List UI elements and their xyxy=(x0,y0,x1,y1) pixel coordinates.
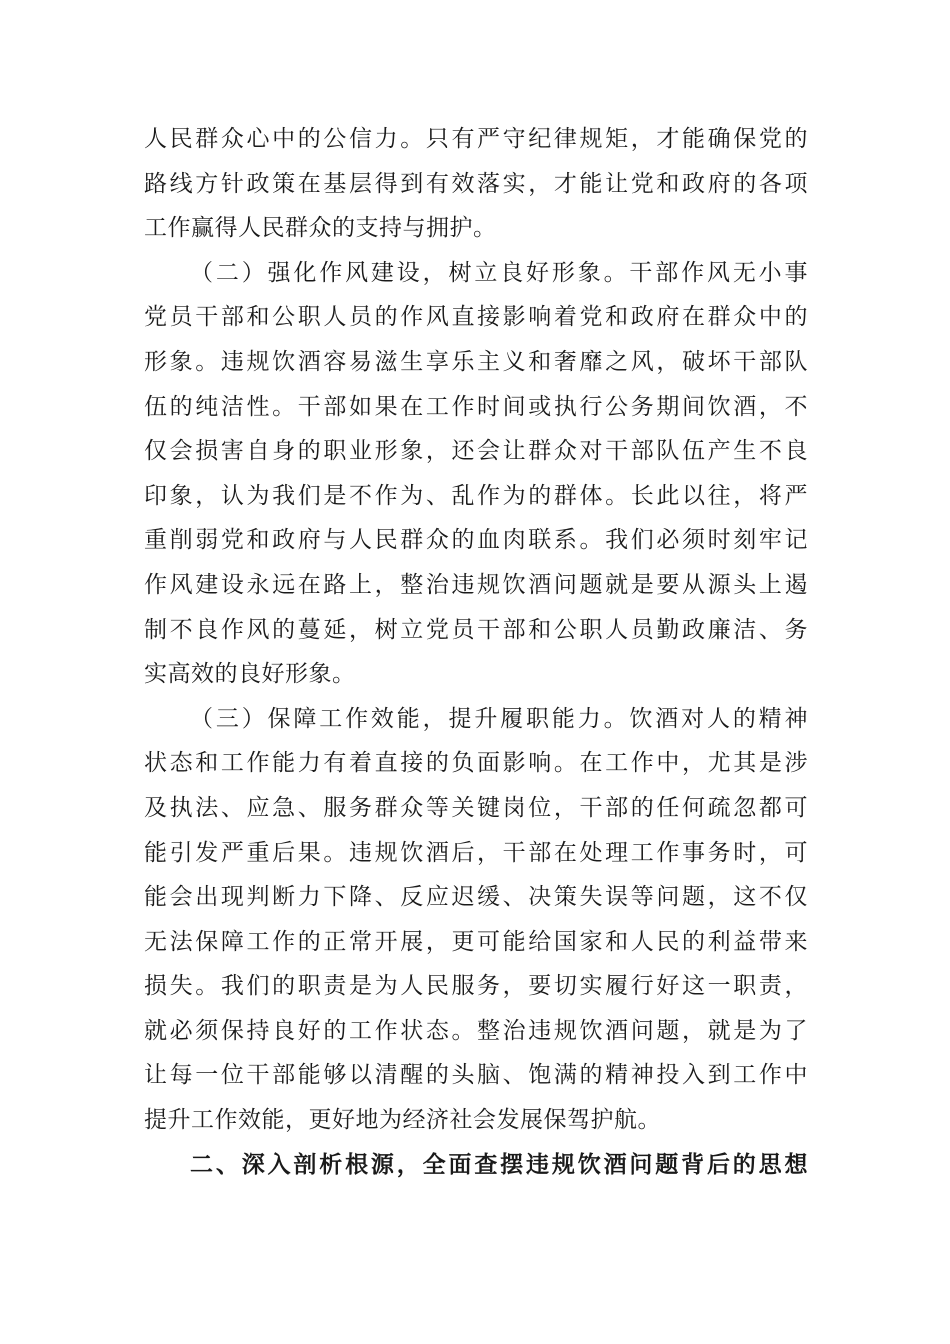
section-heading: 二、深入剖析根源，全面查摆违规饮酒问题背后的思想 xyxy=(190,1151,808,1178)
paragraph2-line: 仅会损害自身的职业形象，还会让群众对干部队伍产生不良 xyxy=(144,438,808,465)
paragraph2-first-line xyxy=(144,251,808,296)
paragraph3-line: 提升工作效能，更好地为经济社会发展保驾护航。 xyxy=(144,1107,661,1134)
paragraph3-lead-heading: （三）保障工作效能，提升履职能力。 xyxy=(190,705,630,732)
paragraph3-line: 及执法、应急、服务群众等关键岗位，干部的任何疏忽都可 xyxy=(144,794,808,821)
paragraph3-line: 无法保障工作的正常开展，更可能给国家和人民的利益带来 xyxy=(144,928,808,955)
paragraph3-line: 就必须保持良好的工作状态。整治违规饮酒问题，就是为了 xyxy=(144,1017,808,1044)
paragraph2-line: 伍的纯洁性。干部如果在工作时间或执行公务期间饮酒，不 xyxy=(144,393,808,420)
text-column xyxy=(144,117,808,1187)
paragraph1-line: 工作赢得人民群众的支持与拥护。 xyxy=(144,215,497,242)
paragraph1-line: 人民群众心中的公信力。只有严守纪律规矩，才能确保党的 xyxy=(144,126,808,152)
paragraph2-lead-heading: （二）强化作风建设，树立良好形象。 xyxy=(190,259,630,286)
paragraph3-line: 状态和工作能力有着直接的负面影响。在工作中，尤其是涉 xyxy=(144,750,808,777)
paragraph3-first-rest: 饮酒对人的精神 xyxy=(629,705,809,732)
paragraph2-line: 党员干部和公职人员的作风直接影响着党和政府在群众中的 xyxy=(144,304,808,331)
paragraph3-first-line xyxy=(144,697,808,742)
paragraph2-line: 制不良作风的蔓延，树立党员干部和公职人员勤政廉洁、务 xyxy=(144,616,808,643)
paragraph1-line: 路线方针政策在基层得到有效落实，才能让党和政府的各项 xyxy=(144,170,808,197)
paragraph2-line: 形象。违规饮酒容易滋生享乐主义和奢靡之风，破坏干部队 xyxy=(144,348,808,375)
paragraph2-line: 实高效的良好形象。 xyxy=(144,661,356,688)
paragraph2-line: 印象，认为我们是不作为、乱作为的群体。长此以往，将严 xyxy=(144,482,808,509)
paragraph3-line: 让每一位干部能够以清醒的头脑、饱满的精神投入到工作中 xyxy=(144,1062,808,1089)
paragraph2-line: 作风建设永远在路上，整治违规饮酒问题就是要从源头上遏 xyxy=(144,571,808,598)
paragraph3-line: 能会出现判断力下降、反应迟缓、决策失误等问题，这不仅 xyxy=(144,884,808,911)
paragraph3-line: 能引发严重后果。违规饮酒后，干部在处理工作事务时，可 xyxy=(144,839,808,866)
paragraph2-line: 重削弱党和政府与人民群众的血肉联系。我们必须时刻牢记 xyxy=(144,527,808,554)
paragraph3-line: 损失。我们的职责是为人民服务，要切实履行好这一职责， xyxy=(144,973,808,1000)
paragraph2-first-rest: 干部作风无小事 xyxy=(629,259,809,286)
